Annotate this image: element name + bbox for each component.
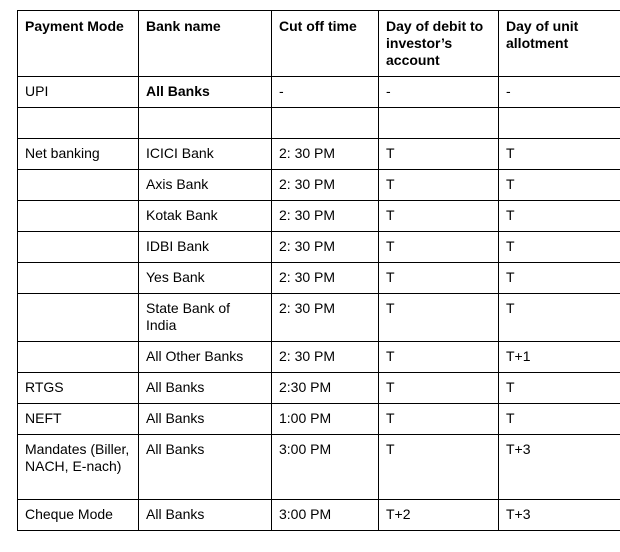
header-day-of-allotment: Day of unit allotment — [499, 11, 620, 77]
cell-bank-name: IDBI Bank — [139, 232, 272, 263]
cell-day-of-debit: T — [379, 170, 499, 201]
cell-cut-off-time: 2: 30 PM — [272, 232, 379, 263]
cell-payment-mode: Mandates (Biller, NACH, E-nach) — [18, 435, 139, 500]
table-row — [18, 201, 620, 232]
cell-payment-mode — [18, 263, 139, 294]
cell-bank-name: All Banks — [139, 77, 272, 108]
table-row — [18, 294, 620, 342]
cell-day-of-debit: T — [379, 232, 499, 263]
table-row — [18, 404, 620, 435]
cell-bank-name: All Banks — [139, 404, 272, 435]
cell-day-of-allotment: T — [499, 201, 620, 232]
cell-day-of-allotment: T — [499, 373, 620, 404]
cell-payment-mode: UPI — [18, 77, 139, 108]
cell-day-of-allotment: T+1 — [499, 342, 620, 373]
cell-day-of-allotment: T — [499, 232, 620, 263]
header-bank-name: Bank name — [139, 11, 272, 77]
cell-day-of-allotment: T — [499, 404, 620, 435]
cell-day-of-allotment: T — [499, 294, 620, 342]
cell-cut-off-time: 2: 30 PM — [272, 263, 379, 294]
table-row — [18, 170, 620, 201]
cell-bank-name: ICICI Bank — [139, 139, 272, 170]
cell-day-of-debit — [379, 108, 499, 139]
cell-bank-name: Axis Bank — [139, 170, 272, 201]
cell-bank-name: All Other Banks — [139, 342, 272, 373]
payment-cutoff-table — [17, 10, 620, 531]
cell-cut-off-time: 3:00 PM — [272, 500, 379, 531]
cell-cut-off-time: 2: 30 PM — [272, 342, 379, 373]
cell-bank-name — [139, 108, 272, 139]
cell-cut-off-time: 2: 30 PM — [272, 139, 379, 170]
cell-cut-off-time: - — [272, 77, 379, 108]
table-row — [18, 500, 620, 531]
table-row — [18, 263, 620, 294]
cell-day-of-debit: T — [379, 201, 499, 232]
cell-day-of-debit: T — [379, 373, 499, 404]
cell-payment-mode — [18, 294, 139, 342]
header-cut-off-time: Cut off time — [272, 11, 379, 77]
cell-cut-off-time: 1:00 PM — [272, 404, 379, 435]
cell-day-of-allotment: T+3 — [499, 500, 620, 531]
cell-bank-name: State Bank of India — [139, 294, 272, 342]
cell-day-of-debit: T — [379, 404, 499, 435]
cell-payment-mode — [18, 201, 139, 232]
cell-bank-name: Yes Bank — [139, 263, 272, 294]
cell-day-of-debit: T — [379, 294, 499, 342]
cell-day-of-allotment — [499, 108, 620, 139]
cell-payment-mode — [18, 232, 139, 263]
header-day-of-debit: Day of debit to investor’s account — [379, 11, 499, 77]
table-row — [18, 373, 620, 404]
table-row — [18, 108, 620, 139]
cell-bank-name: Kotak Bank — [139, 201, 272, 232]
cell-bank-name: All Banks — [139, 500, 272, 531]
table-row — [18, 139, 620, 170]
cell-cut-off-time: 2:30 PM — [272, 373, 379, 404]
cell-day-of-allotment: T+3 — [499, 435, 620, 500]
table-row — [18, 342, 620, 373]
header-row — [18, 11, 620, 77]
table-row — [18, 77, 620, 108]
cell-cut-off-time: 2: 30 PM — [272, 201, 379, 232]
cell-payment-mode — [18, 170, 139, 201]
cell-payment-mode: Net banking — [18, 139, 139, 170]
cell-payment-mode: RTGS — [18, 373, 139, 404]
cell-payment-mode: NEFT — [18, 404, 139, 435]
header-payment-mode: Payment Mode — [18, 11, 139, 77]
cell-payment-mode — [18, 342, 139, 373]
cell-cut-off-time: 2: 30 PM — [272, 294, 379, 342]
cell-day-of-allotment: - — [499, 77, 620, 108]
cell-payment-mode — [18, 108, 139, 139]
cell-payment-mode: Cheque Mode — [18, 500, 139, 531]
cell-day-of-debit: T — [379, 342, 499, 373]
cell-day-of-debit: T — [379, 139, 499, 170]
cell-day-of-debit: T — [379, 435, 499, 500]
cell-cut-off-time — [272, 108, 379, 139]
cell-cut-off-time: 2: 30 PM — [272, 170, 379, 201]
cell-day-of-debit: - — [379, 77, 499, 108]
table-row — [18, 232, 620, 263]
cell-cut-off-time: 3:00 PM — [272, 435, 379, 500]
cell-day-of-debit: T — [379, 263, 499, 294]
cell-bank-name: All Banks — [139, 435, 272, 500]
table-row — [18, 435, 620, 500]
cell-day-of-allotment: T — [499, 139, 620, 170]
cell-day-of-allotment: T — [499, 263, 620, 294]
cell-bank-name: All Banks — [139, 373, 272, 404]
cell-day-of-debit: T+2 — [379, 500, 499, 531]
cell-day-of-allotment: T — [499, 170, 620, 201]
